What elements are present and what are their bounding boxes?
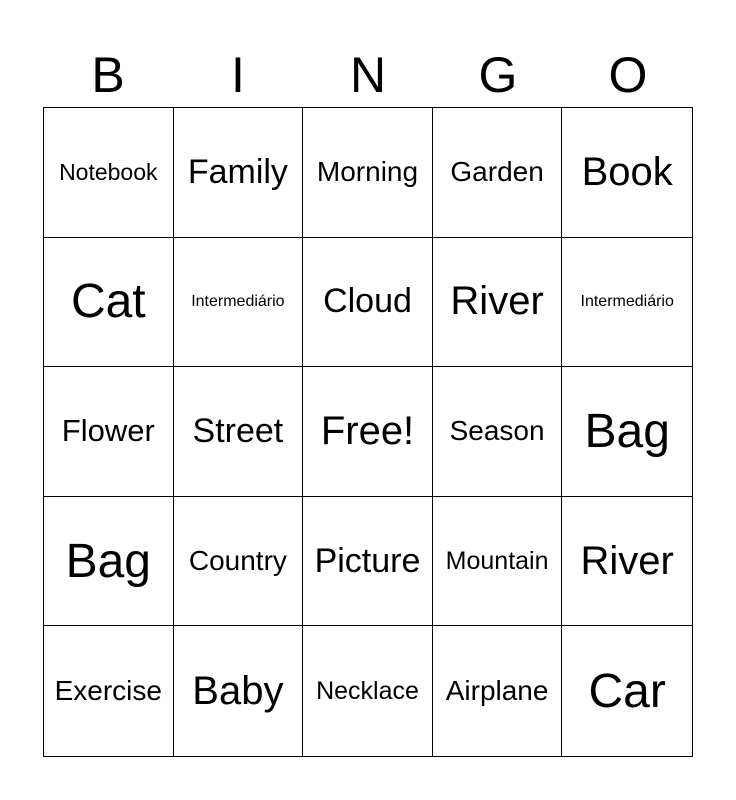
- bingo-cell[interactable]: [303, 238, 433, 368]
- cell-label: Notebook: [59, 158, 158, 185]
- cell-label: Cat: [70, 275, 146, 329]
- cell-label: Garden: [450, 156, 544, 188]
- bingo-cell[interactable]: [174, 367, 304, 497]
- cell-label: Morning: [316, 156, 419, 188]
- cell-label: River: [580, 538, 674, 583]
- bingo-cell[interactable]: [174, 108, 304, 238]
- header-letter-o: O: [608, 47, 648, 103]
- cell-label: Airplane: [445, 675, 549, 707]
- bingo-board: [43, 107, 693, 757]
- bingo-cell[interactable]: [562, 497, 692, 627]
- cell-label: Family: [187, 152, 288, 191]
- bingo-cell[interactable]: [562, 238, 692, 368]
- cell-label: Season: [449, 415, 545, 447]
- bingo-header: [43, 44, 693, 106]
- bingo-cell[interactable]: [303, 108, 433, 238]
- cell-label: River: [450, 279, 544, 324]
- cell-label: Mountain: [445, 546, 549, 575]
- cell-label: Intermediário: [191, 292, 285, 310]
- bingo-cell[interactable]: [44, 626, 174, 756]
- bingo-cell[interactable]: [44, 108, 174, 238]
- cell-label: Intermediário: [580, 292, 674, 310]
- cell-label: Picture: [314, 541, 421, 580]
- cell-label: Flower: [61, 413, 155, 449]
- cell-label: Exercise: [54, 675, 162, 707]
- bingo-cell[interactable]: [433, 238, 563, 368]
- bingo-cell-free[interactable]: [303, 367, 433, 497]
- bingo-cell[interactable]: [303, 497, 433, 627]
- header-letter-n: N: [349, 47, 387, 103]
- cell-label: Cloud: [323, 282, 412, 321]
- cell-label: Bag: [584, 404, 670, 458]
- bingo-cell[interactable]: [44, 497, 174, 627]
- bingo-cell[interactable]: [174, 626, 304, 756]
- bingo-cell[interactable]: [433, 108, 563, 238]
- bingo-cell[interactable]: [433, 626, 563, 756]
- cell-label: Baby: [192, 668, 284, 713]
- cell-label: Necklace: [316, 676, 419, 705]
- bingo-cell[interactable]: [433, 497, 563, 627]
- bingo-cell[interactable]: [44, 238, 174, 368]
- bingo-cell[interactable]: [303, 626, 433, 756]
- cell-label: Bag: [65, 534, 151, 588]
- bingo-cell[interactable]: [562, 108, 692, 238]
- bingo-cell[interactable]: [44, 367, 174, 497]
- bingo-cell[interactable]: [433, 367, 563, 497]
- bingo-cell[interactable]: [174, 497, 304, 627]
- cell-label: Book: [581, 149, 673, 194]
- bingo-cell[interactable]: [562, 626, 692, 756]
- cell-label: Street: [192, 411, 284, 450]
- bingo-cell[interactable]: [174, 238, 304, 368]
- bingo-cell[interactable]: [562, 367, 692, 497]
- free-space-label: Free!: [320, 408, 415, 453]
- header-letter-b: B: [91, 47, 125, 103]
- header-letter-i: I: [231, 47, 245, 103]
- cell-label: Country: [188, 545, 287, 577]
- header-letter-g: G: [478, 47, 518, 103]
- cell-label: Car: [588, 664, 666, 718]
